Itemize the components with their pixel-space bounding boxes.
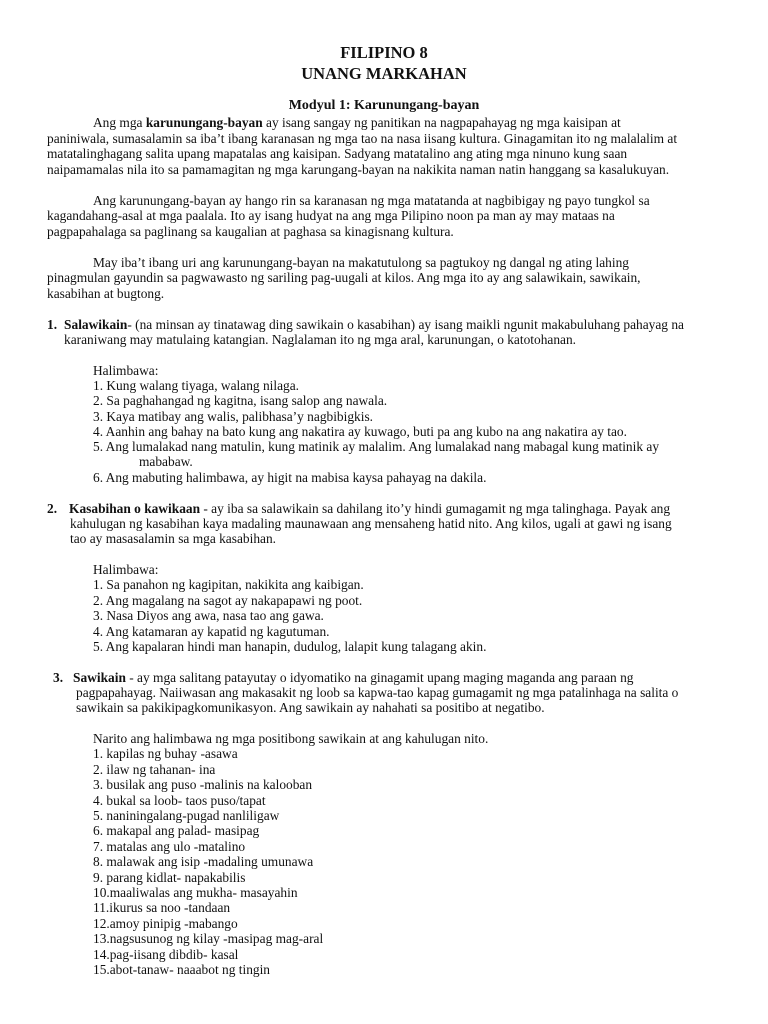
example-item: 3. Nasa Diyos ang awa, nasa tao ang gawa. — [93, 608, 324, 623]
intro-p3-line1: May iba’t ibang uri ang karunungang-bayan na makatutulong sa pagtukoy ng dangal ng ating lahing — [93, 255, 629, 270]
intro-p1-line3: matatalinghagang salita upang mapatalas ang kaisipan. Sadyang matatalino ang ating mga ninuno kung saan — [47, 146, 628, 161]
section-number: 2. — [47, 501, 58, 516]
section-kasabihan-line1 — [47, 501, 670, 517]
section-kasabihan-line3: tao ay masasalamin sa mga kasabihan. — [70, 531, 276, 546]
section-term: Kasabihan o kawikaan — [69, 501, 201, 516]
example-item: 14.pag-iisang dibdib- kasal — [93, 947, 239, 962]
example-item: 1. Sa panahon ng kagipitan, nakikita ang kaibigan. — [93, 577, 364, 592]
module-heading: Modyul 1: Karunungang-bayan — [288, 98, 480, 113]
example-item: 11.ikurus sa noo -tandaan — [93, 900, 231, 915]
section-salawikain-line1 — [47, 317, 684, 333]
section-desc: - (na minsan ay tinatawag ding sawikain o kasabihan) ay isang maikli ngunit makabuluhang pahayag na — [127, 317, 684, 332]
intro-p3-line3: kasabihan at bugtong. — [47, 286, 165, 301]
example-item: 8. malawak ang isip -madaling umunawa — [93, 854, 314, 869]
section-desc: - ay mga salitang patayutay o idyomatiko na ginagamit upang maging maganda ang paraan ng — [125, 670, 634, 685]
example-item: 15.abot-tanaw- naaabot ng tingin — [93, 962, 271, 977]
document-title: FILIPINO 8 — [340, 43, 428, 62]
example-item: 1. kapilas ng buhay -asawa — [93, 746, 238, 761]
example-item-continuation: mababaw. — [139, 454, 193, 469]
section-sawikain-line2: pagpapahayag. Naiiwasan ang makasakit ng loob sa kapwa-tao kapag gumagamit ng mga patalinhaga na salita o — [76, 685, 679, 700]
section-term: Sawikain — [73, 670, 126, 685]
section-sawikain-line3: sawikain sa pakikipagkomunikasyon. Ang sawikain ay nahahati sa positibo at negatibo. — [76, 700, 545, 715]
intro-p1-rest: ay isang sangay ng panitikan na nagpapahayag ng mga kaisipan at — [262, 115, 621, 130]
intro-p2-line1: Ang karunungang-bayan ay hango rin sa karanasan ng mga matatanda at nagbibigay ng payo tungkol sa — [93, 193, 650, 208]
example-item: 2. Ang magalang na sagot ay nakapapawi ng poot. — [93, 593, 363, 608]
intro-p1-line1 — [93, 115, 621, 131]
section-salawikain-line2: karaniwang may matulaing katangian. Naglalaman ito ng mga aral, karunungan, o katotohanan. — [64, 332, 577, 347]
example-item: 5. Ang lumalakad nang matulin, kung matinik ay malalim. Ang lumalakad nang mabagal kung matinik ay — [93, 439, 660, 454]
example-item: 5. naniningalang-pugad nanliligaw — [93, 808, 280, 823]
intro-p2-line2: kagandahang-asal at mga paalala. Ito ay isang hudyat na ang mga Pilipino noon pa man ay may mataas na — [47, 208, 615, 223]
intro-p3-line2: pinagmulan gayundin sa pagwawasto ng sariling pag-uugali at kilos. Ang mga ito ay ang salawikain, sawikain, — [47, 270, 641, 285]
section-desc: - ay iba sa salawikain sa dahilang ito’y hindi gumagamit ng mga talinghaga. Payak ang — [200, 501, 671, 516]
example-item: 2. ilaw ng tahanan- ina — [93, 762, 216, 777]
example-item: 10.maaliwalas ang mukha- masayahin — [93, 885, 298, 900]
example-item: 13.nagsusunog ng kilay -masipag mag-aral — [93, 931, 324, 946]
intro-p2-line3: pagpapahalaga sa paglinang sa kaugalian at paghasa sa kinagisnang kultura. — [47, 224, 454, 239]
section-kasabihan-line2: kahulugan ng kasabihan kaya madaling maunawaan ang mensaheng hatid nito. Ang kilos, ugali at gawi ng isang — [70, 516, 672, 531]
intro-p1-lead: Ang mga — [93, 115, 146, 130]
example-item: 4. Ang katamaran ay kapatid ng kagutuman. — [93, 624, 330, 639]
example-item: 6. Ang mabuting halimbawa, ay higit na mabisa kaysa pahayag na dakila. — [93, 470, 487, 485]
examples-label: Halimbawa: — [93, 562, 159, 577]
example-item: 1. Kung walang tiyaga, walang nilaga. — [93, 378, 300, 393]
example-item: 3. busilak ang puso -malinis na kalooban — [93, 777, 313, 792]
example-item: 9. parang kidlat- napakabilis — [93, 870, 246, 885]
example-item: 6. makapal ang palad- masipag — [93, 823, 260, 838]
section-sawikain-line1 — [53, 670, 633, 686]
example-item: 5. Ang kapalaran hindi man hanapin, dudulog, lalapit kung talagang akin. — [93, 639, 487, 654]
example-item: 3. Kaya matibay ang walis, palibhasa’y nagbibigkis. — [93, 409, 374, 424]
example-item: 4. Aanhin ang bahay na bato kung ang nakatira ay kuwago, buti pa ang kubo na ang nakatira ay tao. — [93, 424, 627, 439]
intro-p1-term: karunungang-bayan — [145, 115, 263, 130]
intro-p1-line2: paniniwala, sumasalamin sa iba’t ibang karanasan ng mga tao na nasa iisang kultura. Ginagamitan ito ng malalalim at — [47, 131, 678, 146]
section-term: Salawikain — [64, 317, 128, 332]
example-item: 4. bukal sa loob- taos puso/tapat — [93, 793, 266, 808]
section-number: 1. — [47, 317, 58, 332]
examples-label: Narito ang halimbawa ng mga positibong sawikain at ang kahulugan nito. — [93, 731, 489, 746]
example-item: 2. Sa paghahangad ng kagitna, isang salop ang nawala. — [93, 393, 388, 408]
example-item: 7. matalas ang ulo -matalino — [93, 839, 246, 854]
example-item: 12.amoy pinipig -mabango — [93, 916, 238, 931]
intro-p1-line4: naipamamalas nila ito sa pamamagitan ng mga karungang-bayan na nakikita naman natin hanggang sa kasalukuyan. — [47, 162, 670, 177]
quarter-heading: UNANG MARKAHAN — [301, 64, 467, 83]
section-number: 3. — [53, 670, 64, 685]
examples-label: Halimbawa: — [93, 363, 159, 378]
